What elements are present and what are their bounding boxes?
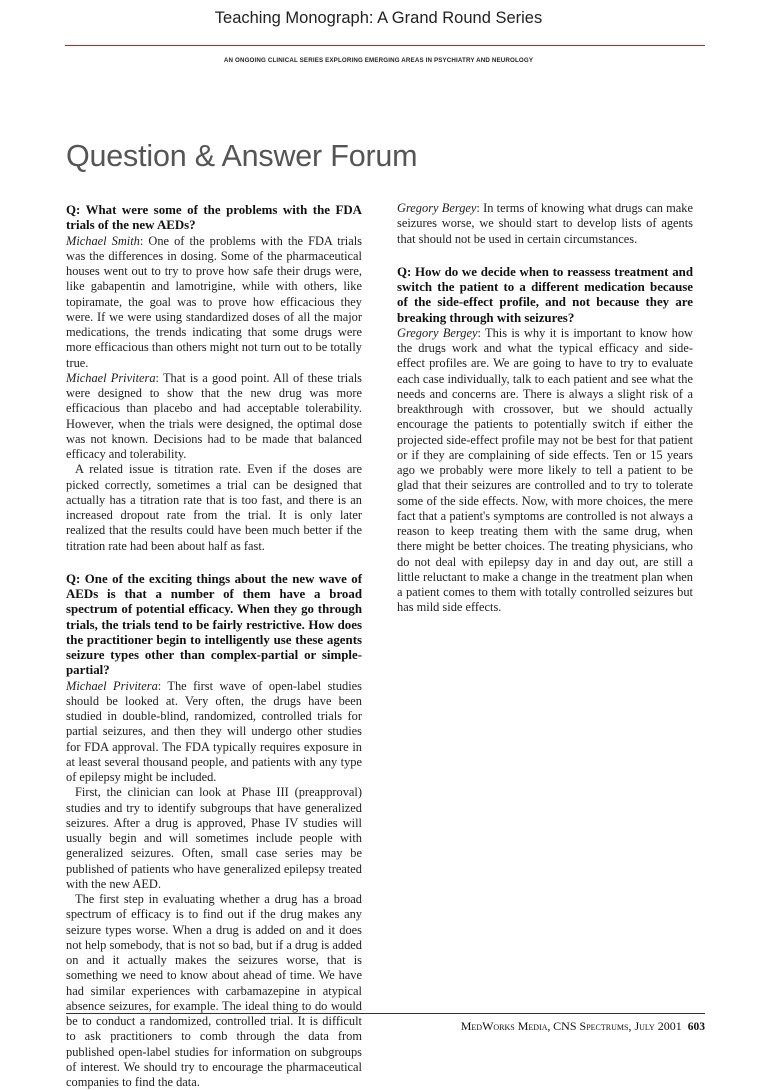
page-number: 603 [687, 1021, 705, 1033]
right-column [397, 201, 693, 616]
footer-separator: , [547, 1021, 554, 1033]
question-2: Q: One of the exciting things about the new wave of AEDs is that a number of them have a broad spectrum of potential efficacy. When they go through trials, the trials tend to be fairly restrictive. How does the practitioner begin to intelligently use these agents seizure types other than complex-partial or simple-partial? [66, 571, 362, 678]
answer-paragraph: A related issue is titration rate. Even if the doses are picked correctly, sometimes a trial can be designed that actually has a titration rate that is too fast, and there is an increased dropout rate from the trial. It is only later realized that the results could have been much better if the titration rate had been about half as fast. [66, 462, 362, 553]
question-1: Q: What were some of the problems with the FDA trials of the new AEDs? [66, 203, 362, 233]
speaker-name: Gregory Bergey [397, 325, 478, 340]
footer-date: , July 2001 [628, 1019, 682, 1033]
answer-paragraph [66, 234, 362, 371]
speaker-name: Gregory Bergey [397, 201, 477, 215]
footer-rule [66, 1013, 705, 1014]
footer-publisher: MedWorks Media [460, 1019, 548, 1033]
footer-journal: CNS Spectrums [553, 1019, 629, 1033]
answer-text: : In terms of knowing what drugs can make seizures worse, we should start to develop lists of agents that should not be used in certain circumstances. [397, 201, 693, 246]
running-title: Teaching Monograph: A Grand Round Series [214, 9, 543, 27]
left-column [66, 203, 362, 1090]
answer-paragraph [397, 326, 693, 616]
question-3: Q: How do we decide when to reassess treatment and switch the patient to a different medication because of the side-effect profile, and not because they are breaking through with seizures? [397, 264, 693, 325]
answer-text: : This is why it is important to know how the drugs work and what the typical efficacy and side-effect profiles are. We are going to have to try to evaluate each case individually, talk to each patient and see what the needs and concerns are. There is always a slight risk of a breakthrough with crossover, but we should actually encourage the patients to potentially switch if either the projected side-effect profile may not be best for that patient or if they are complaining of side effects. Ten or 15 years ago we probably were more likely to tell a patient to be glad that their seizures are controlled and to try to tolerate some of the side effects. Now, with more choices, the mere fact that a patient's symptoms are controlled is not always a reason to keep treating them with the same drug, when there might be better choices. The treating physicians, who do not deal with epilepsy day in and day out, are still a little reluctant to make a change in the treatment plan when a patient comes to them with totally controlled seizures but has mild side effects. [397, 325, 693, 615]
answer-paragraph-continued: The first step in evaluating whether a drug has a broad spectrum of efficacy is to find out if the drug makes any seizure types worse. When a drug is added on and it does not help somebody, that is not so bad, but if a drug is added on and it actually makes the seizures worse, that is something we need to know about ahead of time. We have had similar experiences with carbamazepine in atypical absence seizures, for example. The ideal thing to do would be to conduct a randomized, controlled trial. It is difficult to ask practitioners to comb through the data from published open-label studies for information on subgroups of interest. We should try to encourage the pharmaceutical companies to find the data. [66, 892, 362, 1089]
page-footer [461, 1019, 705, 1034]
answer-text: : That is a good point. All of these trials were designed to show that the new drug was more efficacious than placebo and had acceptable tolerability. However, when the trials were designed, the optimal dose was not known. Decisions had to be made that balanced efficacy and tolerability. [66, 370, 362, 461]
answer-paragraph [397, 201, 693, 247]
section-title: Question & Answer Forum [66, 139, 418, 173]
header-rule [65, 45, 705, 46]
speaker-name: Michael Privitera [66, 678, 158, 693]
answer-paragraph: First, the clinician can look at Phase III (preapproval) studies and try to identify subgroups that have generalized seizures. After a drug is approved, Phase IV studies will usually begin and will sometimes include people with generalized seizures. Often, small case series may be published of patients who have generalized epilepsy treated with the new AED. [66, 785, 362, 891]
answer-text: : One of the problems with the FDA trials was the differences in dosing. Some of the pharmaceutical houses went out to try to prove how safe their drugs were, like gabapentin and lamotrigine, while with others, like topiramate, the goal was to prove how efficacious they were. If we were using standardized doses of all the major medications, the trends indicating that some drugs were more efficacious than others might not turn out to be totally true. [66, 233, 362, 370]
answer-paragraph [66, 371, 362, 463]
speaker-name: Michael Smith [66, 233, 140, 248]
answer-paragraph [66, 679, 362, 786]
answer-text: : The first wave of open-label studies should be looked at. Very often, the drugs have been studied in double-blind, randomized, controlled trials for partial seizures, and then they will undergo other studies for FDA approval. The FDA typically requires exposure in at least several thousand people, and patients with any type of epilepsy might be included. [66, 678, 362, 784]
speaker-name: Michael Privitera [66, 370, 156, 385]
series-description: AN ONGOING CLINICAL SERIES EXPLORING EMERGING AREAS IN PSYCHIATRY AND NEUROLOGY [223, 57, 534, 64]
